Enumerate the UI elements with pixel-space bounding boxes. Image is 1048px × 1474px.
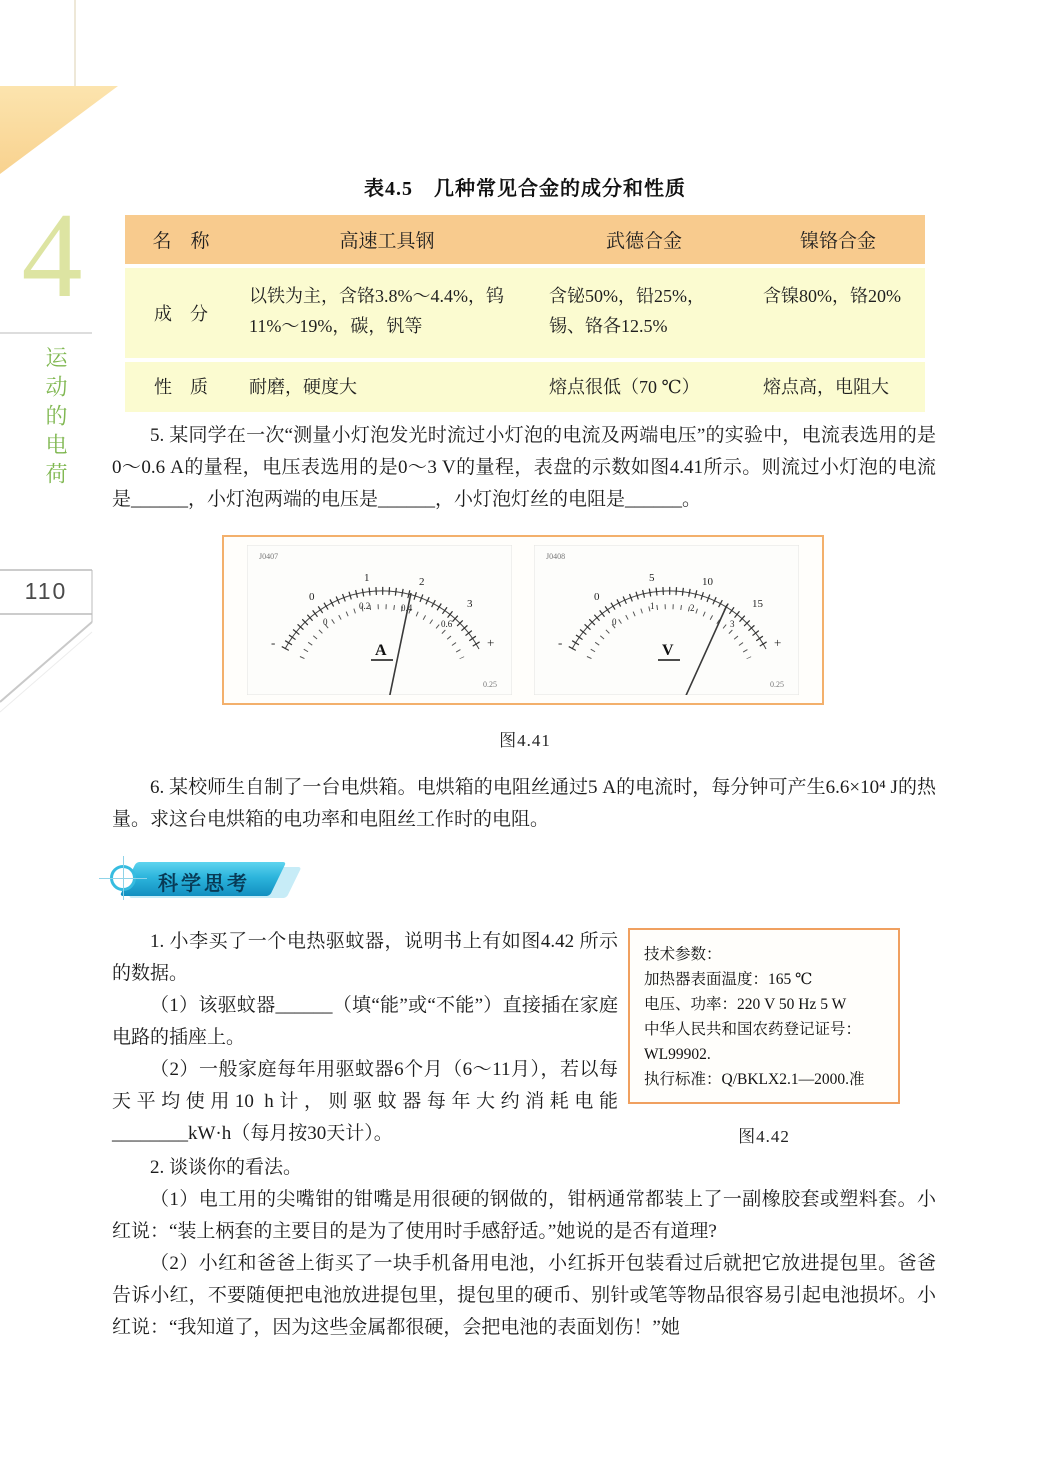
- svg-text:J0407: J0407: [258, 552, 278, 561]
- svg-text:10: 10: [702, 576, 714, 588]
- svg-text:0.6: 0.6: [440, 619, 452, 629]
- svg-text:0: 0: [612, 617, 617, 627]
- problem-6-text: 6. 某校师生自制了一台电烘箱。电烘箱的电阻丝通过5 A的电流时，每分钟可产生6.6×10⁴ J的热量。求这台电烘箱的电功率和电阻丝工作时的电阻。: [112, 777, 936, 830]
- science-thinking-badge: [122, 862, 282, 898]
- svg-text:0.25: 0.25: [770, 680, 785, 689]
- svg-text:0: 0: [308, 591, 315, 603]
- svg-text:J0408: J0408: [546, 552, 566, 561]
- svg-text:1: 1: [363, 572, 370, 584]
- svg-text:2: 2: [690, 603, 695, 613]
- figure-4-42-tech-box: [628, 928, 900, 1104]
- table-cell: 含镍80%，铬20%: [763, 286, 901, 306]
- svg-text:3: 3: [466, 598, 473, 610]
- chapter-number: 4: [21, 188, 83, 323]
- figure-4-41-caption: 图4.41: [499, 731, 551, 750]
- table-row-label: 成 分: [154, 304, 208, 324]
- table-row: [125, 362, 925, 412]
- alloy-table: [125, 215, 925, 416]
- tech-line: 技术参数：: [644, 946, 722, 963]
- svg-text:2: 2: [418, 576, 425, 588]
- tech-line: WL99902.: [644, 1046, 711, 1063]
- svg-text:-: -: [270, 635, 275, 650]
- thinking-question-2-p2: （2）小红和爸爸上街买了一块手机备用电池，小红拆开包装看过后就把它放进提包里。爸爸告诉小红，不要随便把电池放进提包里，提包里的硬币、别针或笔等物品很容易引起电池损坏。小红说：“我知道了，因为这些金属都很硬，会把电池的表面划伤！”她: [112, 1253, 936, 1338]
- table-header-row: [125, 215, 925, 264]
- table-header-cell: 高速工具钢: [339, 231, 435, 252]
- table-cell: 熔点高，电阻大: [763, 377, 889, 397]
- tech-line: 电压、功率：220 V 50 Hz 5 W: [644, 996, 847, 1013]
- table-header-cell: 名 称: [152, 231, 210, 252]
- chapter-title: 运动的电荷: [43, 346, 68, 491]
- svg-text:5: 5: [649, 572, 655, 584]
- table-row: [125, 268, 925, 358]
- table-header-cell: 镍铬合金: [799, 231, 876, 252]
- svg-text:15: 15: [752, 598, 764, 610]
- think1-q2: （2）一般家庭每年用驱蚊器6个月（6～11月），若以每天平均使用10 h计，则驱蚊器每年大约消耗电能________kW·h（每月按30天计）。: [112, 1059, 618, 1144]
- science-thinking-label: 科学思考: [158, 873, 250, 895]
- table-cell: 以铁为主，含铬3.8%～4.4%，钨11%～19%，碳，钒等: [249, 286, 504, 336]
- table-cell: 含铋50%，铅25%，锡、铬各12.5%: [549, 286, 705, 336]
- ammeter-dial: [247, 545, 512, 695]
- think1-intro: 1. 小李买了一个电热驱蚊器，说明书上有如图4.42 所示的数据。: [112, 931, 618, 984]
- table-row-label: 性 质: [154, 377, 208, 397]
- tech-line: 执行标准：Q/BKLX2.1—2000.准: [644, 1071, 865, 1088]
- svg-text:0: 0: [322, 617, 328, 627]
- figure-4-41: [222, 535, 824, 705]
- page-number: 110: [24, 578, 68, 604]
- svg-text:V: V: [662, 642, 674, 659]
- thinking-question-2-p1: （1）电工用的尖嘴钳的钳嘴是用很硬的钢做的，钳柄通常都装上了一副橡胶套或塑料套。小红说：“装上柄套的主要目的是为了使用时手感舒适。”她说的是否有道理?: [112, 1189, 936, 1242]
- svg-text:0.25: 0.25: [482, 680, 497, 689]
- svg-text:0.2: 0.2: [358, 601, 370, 611]
- figure-4-42-caption: 图4.42: [738, 1127, 790, 1146]
- tech-line: 加热器表面温度：165 ℃: [644, 971, 813, 988]
- voltmeter-dial: [534, 545, 799, 695]
- svg-text:+: +: [486, 635, 494, 650]
- svg-text:1: 1: [650, 601, 655, 611]
- svg-text:+: +: [774, 635, 782, 650]
- thinking-question-2-heading: 2. 谈谈你的看法。: [150, 1157, 303, 1178]
- thinking-question-1: [112, 926, 618, 1150]
- svg-text:3: 3: [730, 619, 735, 629]
- table-cell: 耐磨，硬度大: [249, 377, 357, 397]
- table-title: 表4.5 几种常见合金的成分和性质: [364, 178, 686, 200]
- problem-5-text: 5. 某同学在一次“测量小灯泡发光时流过小灯泡的电流及两端电压”的实验中，电流表选用的是0～0.6 A的量程，电压表选用的是0～3 V的量程，表盘的示数如图4.41所示。则流过小灯泡的电流是______，小灯泡两端的电压是______，小灯泡灯丝的电阻是______。: [112, 425, 936, 510]
- table-cell: 熔点很低（70 ℃）: [549, 377, 700, 397]
- target-icon: [110, 865, 136, 891]
- think1-q1: （1）该驱蚊器______（填“能”或“不能”）直接插在家庭电路的插座上。: [112, 995, 618, 1048]
- svg-text:0: 0: [594, 591, 600, 603]
- tech-line: 中华人民共和国农药登记证号：: [644, 1021, 862, 1038]
- svg-text:-: -: [558, 635, 563, 650]
- svg-text:0.4: 0.4: [400, 603, 412, 613]
- svg-text:A: A: [374, 642, 387, 659]
- table-header-cell: 武德合金: [605, 231, 682, 252]
